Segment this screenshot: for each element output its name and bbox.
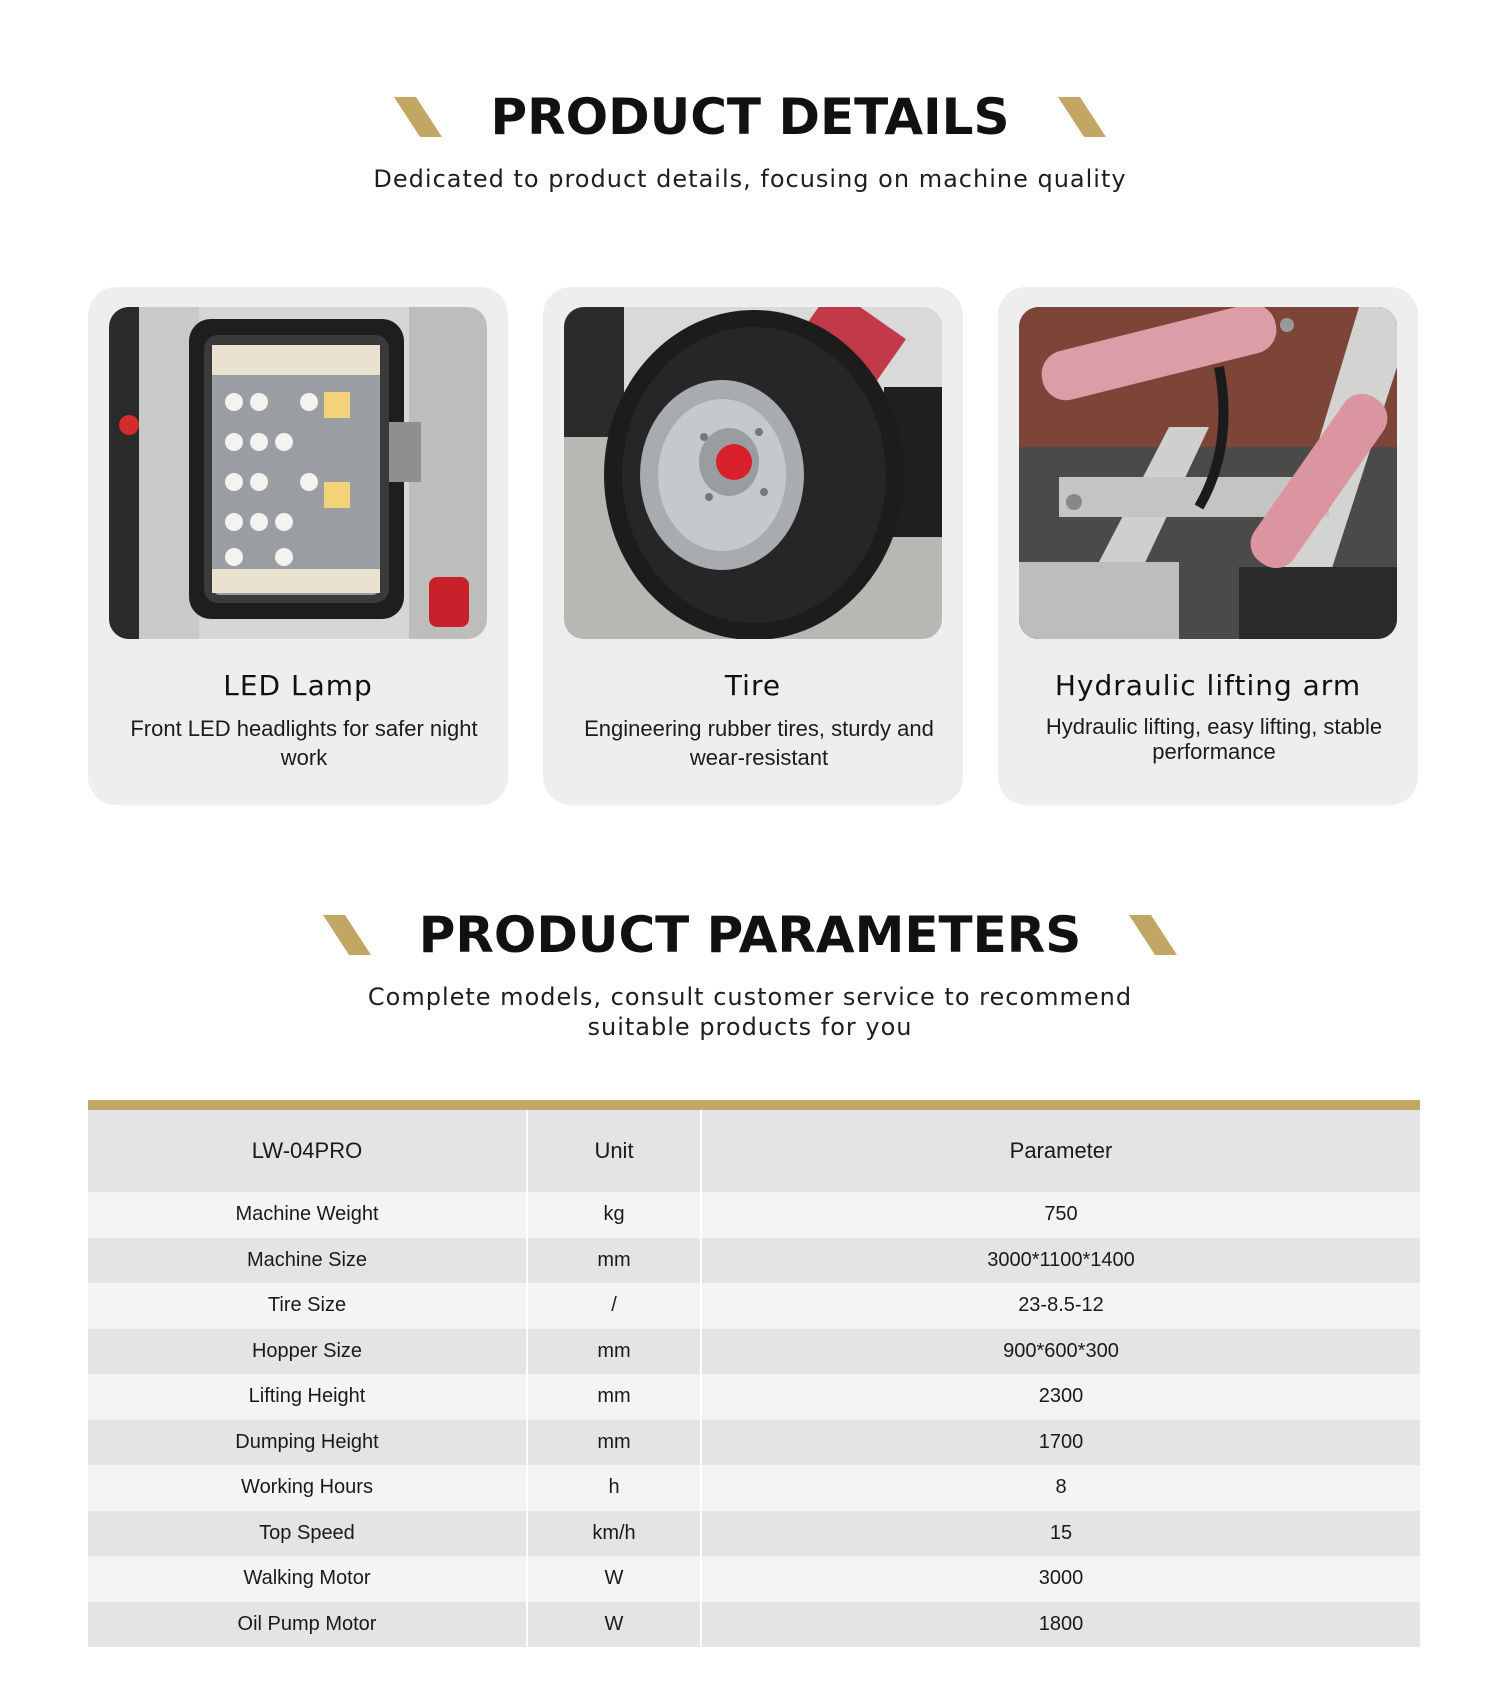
detail-card-tire [543, 287, 963, 805]
table-header-row [88, 1105, 1420, 1192]
spec-name: Machine Size [88, 1238, 527, 1284]
spec-value: 23-8.5-12 [701, 1283, 1420, 1329]
spec-value: 1800 [701, 1602, 1420, 1648]
spec-name: Lifting Height [88, 1374, 527, 1420]
led-headlight-photo [109, 307, 487, 639]
spec-value: 3000*1100*1400 [701, 1238, 1420, 1284]
table-row [88, 1602, 1420, 1648]
table-row [88, 1465, 1420, 1511]
column-header-model: LW-04PRO [88, 1105, 527, 1192]
spec-table [88, 1100, 1420, 1647]
spec-unit: W [527, 1602, 701, 1648]
card-description: Hydraulic lifting, easy lifting, stable performance [1045, 714, 1383, 764]
spec-unit: mm [527, 1374, 701, 1420]
rubber-tire-photo [564, 307, 942, 639]
table-row [88, 1511, 1420, 1557]
parameters-header [0, 906, 1500, 1042]
column-header-parameter: Parameter [701, 1105, 1420, 1192]
table-row [88, 1192, 1420, 1238]
table-row [88, 1420, 1420, 1466]
spec-name: Oil Pump Motor [88, 1602, 527, 1648]
spec-unit: mm [527, 1329, 701, 1375]
spec-name: Tire Size [88, 1283, 527, 1329]
spec-name: Top Speed [88, 1511, 527, 1557]
gold-slash-icon [1129, 915, 1177, 955]
parameters-subtitle: Complete models, consult customer service to recommend suitable products for you [367, 983, 1133, 1041]
card-title: LED Lamp [223, 669, 373, 702]
spec-value: 3000 [701, 1556, 1420, 1602]
spec-value: 15 [701, 1511, 1420, 1557]
card-title: Hydraulic lifting arm [1054, 669, 1362, 702]
spec-unit: h [527, 1465, 701, 1511]
spec-unit: km/h [527, 1511, 701, 1557]
spec-unit: W [527, 1556, 701, 1602]
details-title: PRODUCT DETAILS [490, 88, 1010, 146]
details-header [0, 88, 1500, 194]
detail-card-hydraulic-arm [998, 287, 1418, 805]
table-row [88, 1238, 1420, 1284]
gold-slash-icon [394, 97, 442, 137]
spec-name: Dumping Height [88, 1420, 527, 1466]
column-header-unit: Unit [527, 1105, 701, 1192]
spec-name: Hopper Size [88, 1329, 527, 1375]
details-subtitle: Dedicated to product details, focusing on machine quality [373, 165, 1127, 193]
card-description: Front LED headlights for safer night work [130, 716, 478, 770]
table-row [88, 1329, 1420, 1375]
detail-cards [88, 287, 1418, 805]
spec-unit: / [527, 1283, 701, 1329]
table-row [88, 1374, 1420, 1420]
spec-unit: mm [527, 1420, 701, 1466]
spec-value: 8 [701, 1465, 1420, 1511]
detail-card-led-lamp [88, 287, 508, 805]
spec-value: 900*600*300 [701, 1329, 1420, 1375]
gold-slash-icon [1058, 97, 1106, 137]
parameters-title: PRODUCT PARAMETERS [418, 906, 1082, 964]
spec-value: 750 [701, 1192, 1420, 1238]
card-title: Tire [724, 669, 782, 702]
spec-name: Machine Weight [88, 1192, 527, 1238]
gold-slash-icon [323, 915, 371, 955]
spec-unit: mm [527, 1238, 701, 1284]
spec-value: 1700 [701, 1420, 1420, 1466]
table-row [88, 1556, 1420, 1602]
spec-unit: kg [527, 1192, 701, 1238]
spec-name: Working Hours [88, 1465, 527, 1511]
spec-value: 2300 [701, 1374, 1420, 1420]
card-description: Engineering rubber tires, sturdy and wear-resistant [584, 716, 934, 770]
spec-name: Walking Motor [88, 1556, 527, 1602]
hydraulic-arm-photo [1019, 307, 1397, 639]
table-row [88, 1283, 1420, 1329]
